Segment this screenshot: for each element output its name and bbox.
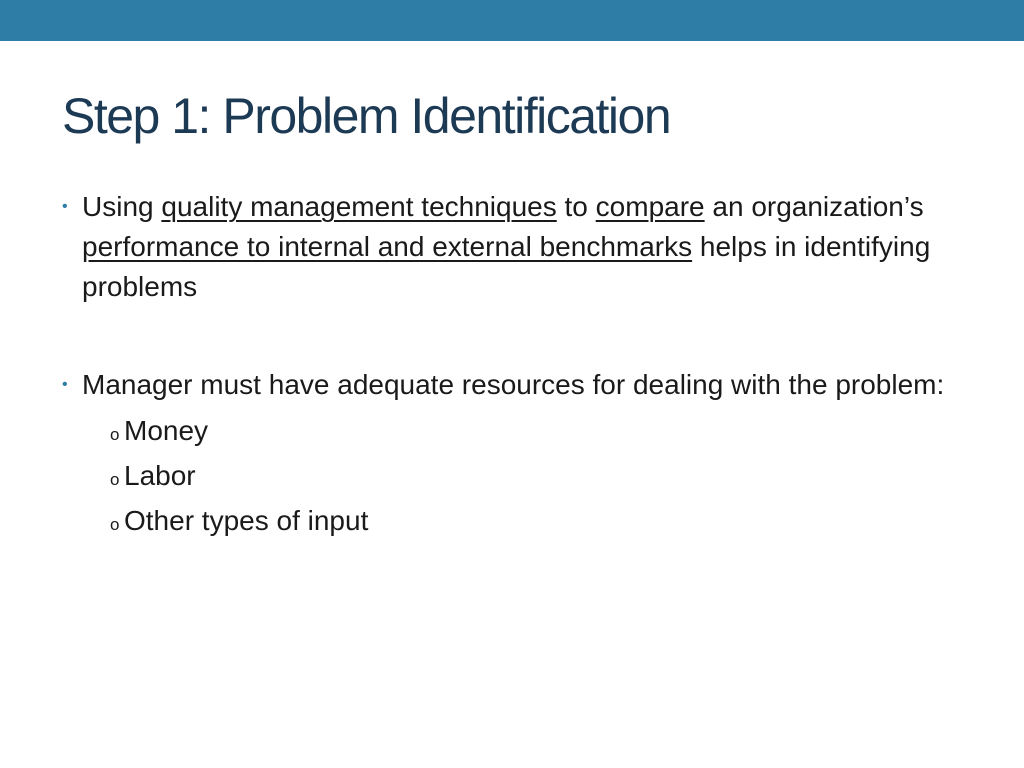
sub-bullet-item xyxy=(92,453,962,498)
underlined-phrase: compare xyxy=(595,191,705,222)
bullet-text xyxy=(82,191,930,302)
circle-bullet-icon: o xyxy=(110,425,120,444)
sub-bullet-item xyxy=(92,498,962,543)
slide-body xyxy=(62,187,962,543)
slide-title: Step 1: Problem Identification xyxy=(62,88,671,144)
bullet-dot-icon: • xyxy=(62,376,68,393)
text-segment: helps in identifying problems xyxy=(82,231,931,302)
sub-bullet-text: Other types of input xyxy=(124,505,369,536)
bullet-text: Manager must have adequate resources for dealing with the problem: xyxy=(82,369,945,400)
top-accent-band xyxy=(0,0,1024,41)
text-segment: an organization’s xyxy=(704,191,924,222)
text-segment: Using xyxy=(82,191,162,222)
sub-bullet-list xyxy=(82,408,962,543)
bullet-item xyxy=(62,365,962,543)
sub-bullet-text: Money xyxy=(124,415,209,446)
bullet-item xyxy=(62,187,962,307)
sub-bullet-item xyxy=(92,408,962,453)
circle-bullet-icon: o xyxy=(110,470,120,489)
bullet-dot-icon: • xyxy=(62,198,68,215)
circle-bullet-icon: o xyxy=(110,515,120,534)
text-segment: to xyxy=(556,191,596,222)
sub-bullet-text: Labor xyxy=(124,460,196,491)
underlined-phrase: quality management techniques xyxy=(161,191,557,222)
underlined-phrase: performance to internal and external benchmarks xyxy=(82,231,693,262)
